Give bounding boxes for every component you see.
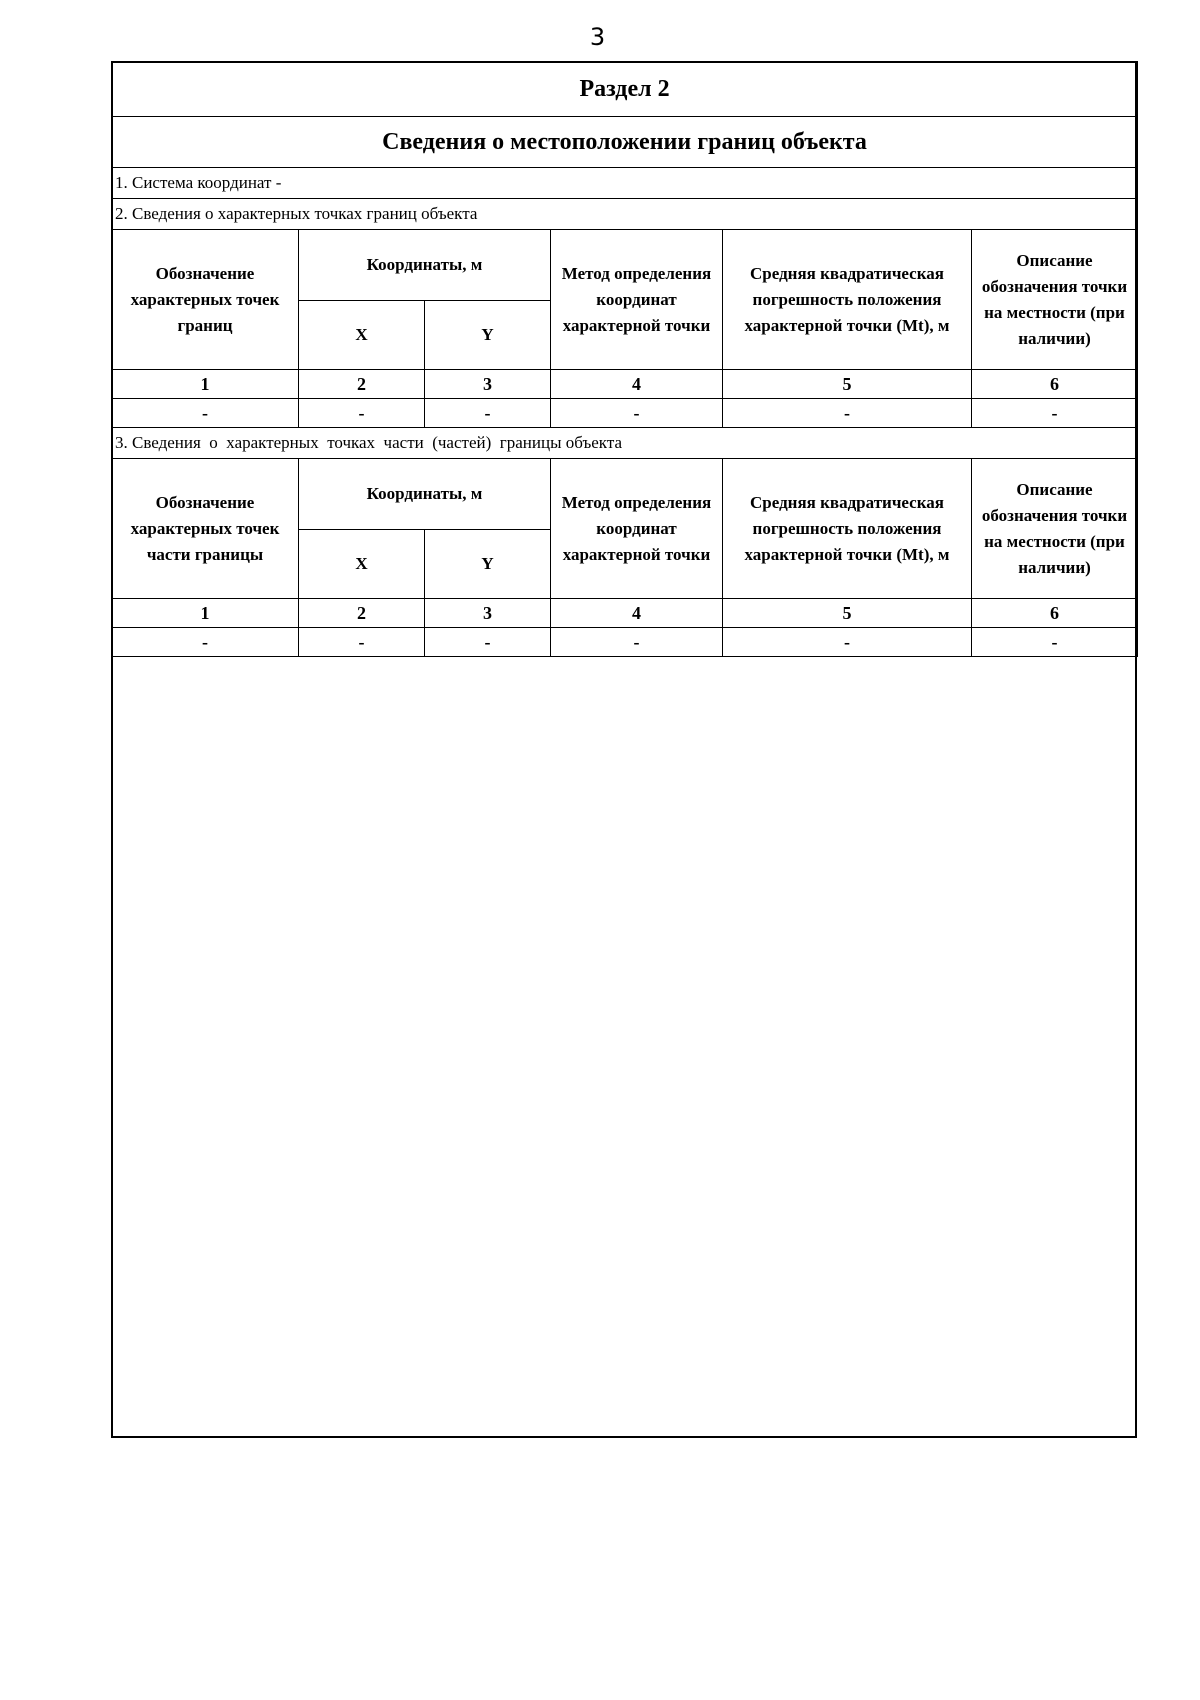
- coordinate-system-line: 1. Система координат -: [112, 168, 1138, 199]
- table2-header-x: X: [299, 530, 425, 599]
- table1-header-coordinates: Координаты, м: [299, 230, 551, 301]
- page-number: 3: [589, 23, 606, 51]
- table1-col-number: 1: [112, 370, 299, 399]
- section-subtitle: Сведения о местоположении границ объекта: [112, 117, 1138, 168]
- table2-row: [112, 628, 1138, 657]
- table1-cell: -: [112, 399, 299, 428]
- table2-col-number: 1: [112, 599, 299, 628]
- table1-header-error: Средняя квадратическая погрешность положения характерной точки (Mt), м: [723, 230, 972, 370]
- table1-header-x: X: [299, 301, 425, 370]
- table2-header-y: Y: [425, 530, 551, 599]
- table2-col-number: 2: [299, 599, 425, 628]
- table1-cell: -: [425, 399, 551, 428]
- table2-cell: -: [723, 628, 972, 657]
- table1-col-number: 4: [551, 370, 723, 399]
- table2-cell: -: [551, 628, 723, 657]
- section-title: Раздел 2: [112, 62, 1138, 117]
- table2-col-number: 6: [972, 599, 1138, 628]
- table2-header-method: Метод определения координат характерной точки: [551, 459, 723, 599]
- table2-header-designation: Обозначение характерных точек части границы: [112, 459, 299, 599]
- table1-header-method: Метод определения координат характерной точки: [551, 230, 723, 370]
- table2-col-number: 3: [425, 599, 551, 628]
- table2-caption: 3. Сведения о характерных точках части (частей) границы объекта: [112, 428, 1138, 459]
- table1-cell: -: [723, 399, 972, 428]
- table2-cell: -: [972, 628, 1138, 657]
- table1-col-number: 5: [723, 370, 972, 399]
- table2-cell: -: [425, 628, 551, 657]
- table2-header-description: Описание обозначения точки на местности (при наличии): [972, 459, 1138, 599]
- table2-header-coordinates: Координаты, м: [299, 459, 551, 530]
- table1-row: [112, 399, 1138, 428]
- table1-number-row: [112, 370, 1138, 399]
- table1-cell: -: [972, 399, 1138, 428]
- boundary-table: [111, 61, 1138, 657]
- table1-header-description: Описание обозначения точки на местности (при наличии): [972, 230, 1138, 370]
- table2-number-row: [112, 599, 1138, 628]
- table2-col-number: 4: [551, 599, 723, 628]
- table1-col-number: 6: [972, 370, 1138, 399]
- table1-caption: 2. Сведения о характерных точках границ объекта: [112, 199, 1138, 230]
- table1-cell: -: [551, 399, 723, 428]
- table2-cell: -: [299, 628, 425, 657]
- table2-col-number: 5: [723, 599, 972, 628]
- table1-cell: -: [299, 399, 425, 428]
- table1-header-designation: Обозначение характерных точек границ: [112, 230, 299, 370]
- table1-header-y: Y: [425, 301, 551, 370]
- table2-header-error: Средняя квадратическая погрешность положения характерной точки (Mt), м: [723, 459, 972, 599]
- table1-col-number: 2: [299, 370, 425, 399]
- table1-col-number: 3: [425, 370, 551, 399]
- table2-cell: -: [112, 628, 299, 657]
